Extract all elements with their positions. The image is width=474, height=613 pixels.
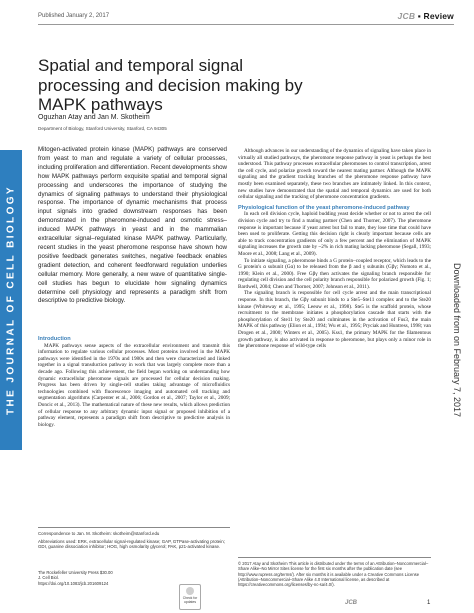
check-updates-label: Check for updates — [182, 596, 198, 604]
body-paragraph: In each cell division cycle, haploid budding yeast decide whether or not to arrest the cell division cycle and try to find a mating partner (Chen and Thorner, 2007). The pheromone response is important because if yeast arrest but fail to mate, they lose time that could have been used to proliferate. Getting this decision right is clearly important because cells are able to track concentration gradients of only a few percent and the elimination of MAPK signaling increases the growth rate by ~2% in rich mating lacking pheromone (Segall, 1993; Moore et al., 2008; Lang et al., 2009). — [238, 211, 431, 257]
check-for-updates-badge[interactable] — [179, 584, 201, 610]
brand-separator-icon: ▪ — [417, 11, 421, 21]
footer-journal — [345, 600, 357, 606]
publisher-line: J. Cell Biol. — [38, 575, 59, 581]
section-heading-physiological-function: Physiological function of the yeast pheromone-induced pathway — [238, 204, 410, 211]
publisher-info — [38, 570, 113, 586]
header-rule — [38, 24, 454, 25]
body-paragraph: Although advances in our understanding of the dynamics of signaling have taken place in virtually all studied pathways, the pheromone response pathway in yeast is perhaps the best understood. This pathway processes extracellular pheromones to control transcription, arrest the cell cycle, and polarize growth toward the nearest mating partner. Although the MAPK signaling and the gradient tracking branches of the pheromone response pathway have mostly been examined separately, these two branches are intimately linked. In this context, new studies have demonstrated that the spatial and temporal dynamics are used for both cellular signaling and the tracking of pheromone concentration gradients. — [238, 148, 431, 201]
abbreviations-note: Abbreviations used: ERK, extracellular signal-regulated kinase; GAP, GTPase-activating protein; GDI, guanine dissociation inhibitor; HOG, high osmolarity glycerol; PAK, p21-activated kinase. — [38, 538, 225, 550]
journal-sidebar-title: THE JOURNAL OF CELL BIOLOGY — [5, 185, 17, 415]
article-authors: Oguzhan Atay and Jan M. Skotheim — [38, 114, 150, 121]
article-title: Spatial and temporal signal processing and decision making by MAPK pathways — [38, 56, 303, 114]
footnote-rule — [38, 527, 230, 528]
section-heading-introduction: Introduction — [38, 336, 71, 342]
abstract: Mitogen-activated protein kinase (MAPK) pathways are conserved from yeast to man and regulate a variety of cellular processes, including proliferation and differentiation. Recent developments show how MAPK pathways perform exquisite spatial and temporal signal processing and underscores the importance of studying the dynamics of signaling pathways to understand their physiological response. The importance of dynamic mechanisms that process input signals into graded downstream responses has been demonstrated in the pheromone-induced and osmotic stress–induced MAPK pathways in yeast and in the mammalian extracellular signal–regulated kinase MAPK pathway. Particularly, recent studies in the yeast pheromone response have shown how positive feedback generates switches, negative feedback enables gradient detection, and coherent feedforward regulation underlies cellular memory. More generally, a new wave of quantitative single-cell studies has begun to elucidate how signaling dynamics determine cell physiology and represents a paradigm shift from descriptive to predictive biology. — [38, 146, 227, 305]
journal-brand — [398, 11, 454, 21]
left-column — [38, 336, 230, 428]
doi-link[interactable]: https://doi.org/10.1083/jcb.201609124 — [38, 580, 109, 586]
check-updates-icon — [186, 587, 194, 595]
body-paragraph: The signaling branch is responsible for cell cycle arrest and the main transcriptional response. In this branch, the Gβγ subunit binds to a Ste5–Ste11 complex and to the Ste20 kinase (Whiteway et al., 1995; Leeuw et al., 1998). Ste5 is the scaffold protein, whose recruitment to the membrane initiates a phosphorylation cascade that starts with the phosphorylation of Ste11 by Ste20 and culminates in the activation of Fus3, the main MAPK of this pathway (Elion et al., 1994; Wu et al., 1995; Pryciak and Huntress, 1998; van Drogen et al., 2000; Winters et al., 2005). Kss1, the primary MAPK for the filamentous growth pathway, is also activated in response to pheromone, but plays only a minor role in the pheromone response of wild-type cells — [238, 290, 431, 350]
footnotes — [38, 531, 230, 550]
published-date: Published January 2, 2017 — [38, 13, 110, 19]
right-column — [238, 148, 431, 350]
publisher-line: The Rockefeller University Press $30.00 — [38, 570, 113, 575]
author-affiliation: Department of Biology, Stanford University, Stanford, CA 94305 — [38, 126, 167, 131]
license-note: © 2017 Atay and Skotheim This article is distributed under the terms of an Attribution–Noncommercial–Share Alike–No Mirror Sites license for the first six months after the publication date (see http://www.rupress.org/terms/). After six months it is available under a Creative Commons License (Attribution–Noncommercial–Share Alike 4.0 International license, as described at https://creativecommons.org/licenses/by-nc-sa/4.0/). — [238, 557, 431, 587]
download-note: Downloaded from on February 7, 2017 — [452, 262, 462, 418]
footer-journal-short: JCB — [345, 600, 358, 606]
body-paragraph: MAPK pathways sense aspects of the extracellular environment and transmit this information to regulate various cellular processes. Most proteins involved in the MAPK pathways were identified in the 1970s and 1980s and then were characterized and linked together in a signal transduction pathway in work that was largely complete more than a decade ago. Following this achievement, the field began working on understanding how dynamic extracellular pheromone signals are processed for cellular decision making. Progress has been driven by single-cell studies taking advantage of microfluidics technologies combined with fluorescence imaging and automated cell tracking and segmentation algorithms (Carpenter et al., 2006; Gordon et al., 2007; Taylor et al., 2009; Doncic et al., 2013). The mathematical nature of these new results, which allows prediction of cellular response to any arbitrary dynamic input signal or proposed inhibition of a pathway element, represents a paradigm shift from descriptive to predictive analysis in biology. — [38, 342, 230, 428]
journal-short-name: JCB — [397, 11, 416, 21]
body-paragraph: To initiate signaling, a pheromone binds a G protein–coupled receptor, which leads to the G protein's α subunit (Gα) to be released from the β and γ subunits (Gβγ; Nomoto et al., 1990; Klein et al., 2000). Free Gβγ then activates the signaling branch responsible for regulating cell division and the cell polarity branch responsible for polarized growth (Fig. 1; Bardwell, 2004; Chen and Thorner, 2007; Johnson et al., 2011). — [238, 257, 431, 290]
correspondence-note: Correspondence to Jan. M. Skotheim: skotheim@stanford.edu — [38, 531, 160, 536]
page-number: 1 — [427, 600, 431, 606]
section-label: Review — [423, 11, 454, 21]
